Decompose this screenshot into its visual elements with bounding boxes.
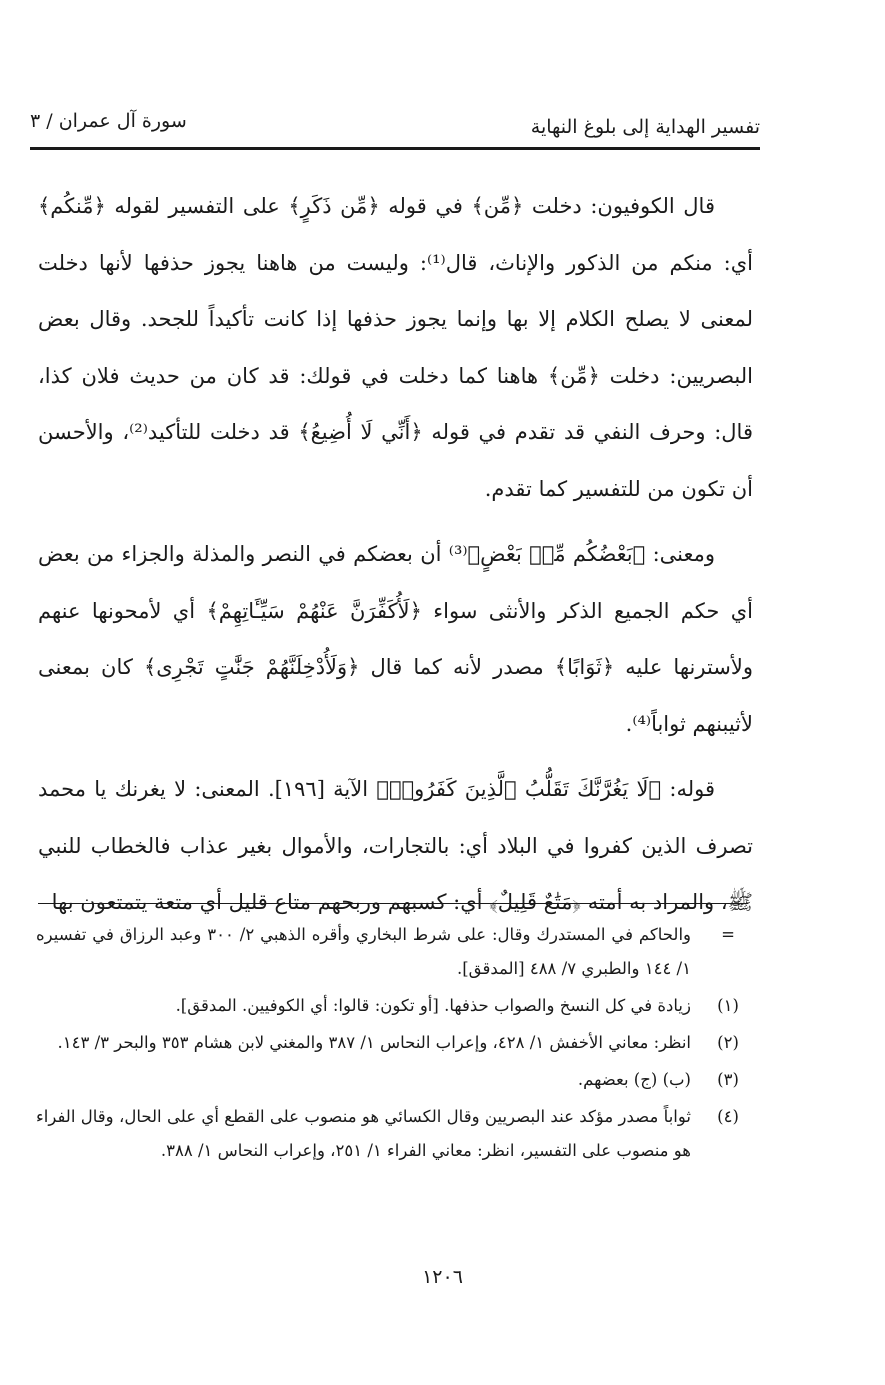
footnote-text: زيادة في كل النسخ والصواب حذفها. [أو تكون: قالوا: أي الكوفيين. المدقق]. (175, 996, 691, 1015)
running-header (30, 110, 760, 146)
footnote-marker: (٣) (717, 1070, 739, 1089)
footnote-marker: (٤) (717, 1107, 739, 1126)
surah-label: سورة آل عمران / ٣ (30, 110, 187, 132)
paragraph: قال الكوفيون: دخلت ﴿مِّن﴾ في قوله ﴿مِّن ذَكَرٍ﴾ على التفسير لقوله ﴿مِّنكُم﴾ أي: منكم من الذكور والإناث، قال⁽¹⁾: وليست من هاهنا يجوز حذفها لأنها دخلت لمعنى لا يصلح الكلام إلا بها وإنما يجوز حذفها إذا كانت تأكيداً للجحد. وقال بعض البصريين: دخلت ﴿مِّن﴾ هاهنا كما دخلت في قولك: قد كان من حديث فلان كذا، قال: وحرف النفي قد تقدم في قوله ﴿أَنِّي لَا أُضِيعُ﴾ قد دخلت للتأكيد⁽²⁾، والأحسن أن تكون من للتفسير كما تقدم. (38, 194, 753, 501)
footnote (36, 989, 751, 1023)
book-title: تفسير الهداية إلى بلوغ النهاية (530, 116, 760, 138)
footnote (36, 1063, 751, 1097)
footnote-text: انظر: معاني الأخفش ١/ ٤٢٨، وإعراب النحاس ١/ ٣٨٧ والمغني لابن هشام ٣٥٣ والبحر ٣/ ١٤٣. (57, 1033, 691, 1052)
footnote (36, 1026, 751, 1060)
footnote-rule (38, 903, 748, 904)
footnote-text: ثواباً مصدر مؤكد عند البصريين وقال الكسائي هو منصوب على القطع أي على الحال، وقال الفراء هو منصوب على التفسير، انظر: معاني الفراء ١/ ٢٥١، وإعراب النحاس ١/ ٣٨٨. (36, 1107, 691, 1160)
header-rule (30, 147, 760, 150)
paragraph: قوله: ﴿لَا يَغُرَّنَّكَ تَقَلُّبُ ٱلَّذِينَ كَفَرُوا۟﴾ الآية [١٩٦]. المعنى: لا يغرنك يا محمد تصرف الذين كفروا في البلاد أي: بالتجارات، والأموال بغير عذاب فالخطاب للنبي ﷺ، والمراد به أمته ﴿مَتَٰعٌ قَلِيلٌ﴾ أي: كسبهم وربحهم متاع قليل أي متعة يتمتعون بها (38, 777, 753, 914)
paragraph: ومعنى: ﴿بَعْضُكُم مِّنۢ بَعْضٍ﴾⁽³⁾ أن بعضكم في النصر والمذلة والجزاء من بعض أي حكم الجميع الذكر والأنثى سواء ﴿لَأُكَفِّرَنَّ عَنْهُمْ سَيِّـَٔاتِهِمْ﴾ أي لأمحونها عنهم ولأسترنها عليه ﴿ثَوَابًا﴾ مصدر لأنه كما قال ﴿وَلَأُدْخِلَنَّهُمْ جَنَّٰتٍ تَجْرِى﴾ كان بمعنى لأثيبنهم ثواباً⁽⁴⁾. (38, 542, 753, 736)
footnote-text: والحاكم في المستدرك وقال: على شرط البخاري وأقره الذهبي ٢/ ٣٠٠ وعبد الرزاق في تفسيره ١/ ١٤٤ والطبري ٧/ ٤٨٨ [المدقق]. (36, 925, 691, 978)
footnotes (36, 918, 751, 1171)
main-text (38, 178, 753, 931)
footnote-marker: = (721, 925, 735, 944)
footnote (36, 918, 751, 986)
footnote (36, 1100, 751, 1168)
footnote-marker: (٢) (717, 1033, 739, 1052)
footnote-marker: (١) (717, 996, 739, 1015)
footnote-text: (ب) (ج) بعضهم. (577, 1070, 691, 1089)
page-number: ١٢٠٦ (422, 1266, 463, 1288)
